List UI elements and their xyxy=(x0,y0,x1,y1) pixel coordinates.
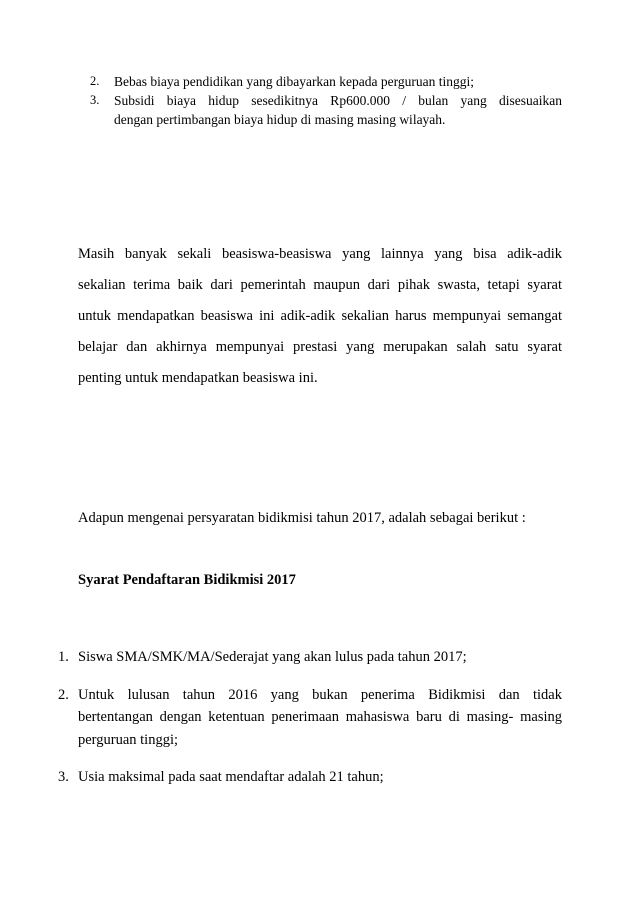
text-line: bertentangan dengan ketentuan penerimaan mahasiswa baru di masing- masing xyxy=(78,709,562,725)
text-line: perguruan tinggi; xyxy=(78,731,179,748)
text-line: Untuk lulusan tahun 2016 yang bukan penerima Bidikmisi dan tidak xyxy=(78,686,562,703)
text-line: belajar dan akhirnya mempunyai prestasi yang merupakan salah satu syarat xyxy=(78,339,562,355)
list-number: 3. xyxy=(90,93,100,107)
text-line: Subsidi biaya hidup sesedikitnya Rp600.000 / bulan yang disesuaikan xyxy=(114,93,562,108)
list-text xyxy=(114,91,562,129)
text-line: sekalian terima baik dari pemerintah maupun dari pihak swasta, tetapi syarat xyxy=(78,277,562,293)
text-line: penting untuk mendapatkan beasiswa ini. xyxy=(78,370,318,386)
list-text xyxy=(78,766,562,789)
section-heading: Syarat Pendaftaran Bidikmisi 2017 xyxy=(78,572,296,588)
text-line: Usia maksimal pada saat mendaftar adalah 21 tahun; xyxy=(78,769,384,785)
list-item xyxy=(90,91,562,129)
list-item xyxy=(90,72,562,91)
list-item xyxy=(58,766,562,789)
text-line: untuk mendapatkan beasiswa ini adik-adik sekalian harus mempunyai semangat xyxy=(78,308,562,324)
list-text xyxy=(78,684,562,752)
text-line: Siswa SMA/SMK/MA/Sederajat yang akan lulus pada tahun 2017; xyxy=(78,649,467,665)
benefits-list xyxy=(90,72,562,129)
list-number: 3. xyxy=(58,769,69,785)
list-number: 2. xyxy=(58,686,69,703)
list-item xyxy=(58,684,562,752)
paragraph-scholarships xyxy=(78,239,562,394)
list-number: 2. xyxy=(90,74,100,88)
text-line: dengan pertimbangan biaya hidup di masing masing wilayah. xyxy=(114,112,446,127)
list-text: Bebas biaya pendidikan yang dibayarkan kepada perguruan tinggi; xyxy=(114,74,475,89)
text-line: Masih banyak sekali beasiswa-beasiswa yang lainnya yang bisa adik-adik xyxy=(78,246,562,262)
list-text xyxy=(78,646,562,669)
paragraph-requirements-intro: Adapun mengenai persyaratan bidikmisi tahun 2017, adalah sebagai berikut : xyxy=(78,510,526,526)
list-number: 1. xyxy=(58,649,69,665)
list-item xyxy=(58,646,562,669)
requirements-list xyxy=(58,646,562,804)
